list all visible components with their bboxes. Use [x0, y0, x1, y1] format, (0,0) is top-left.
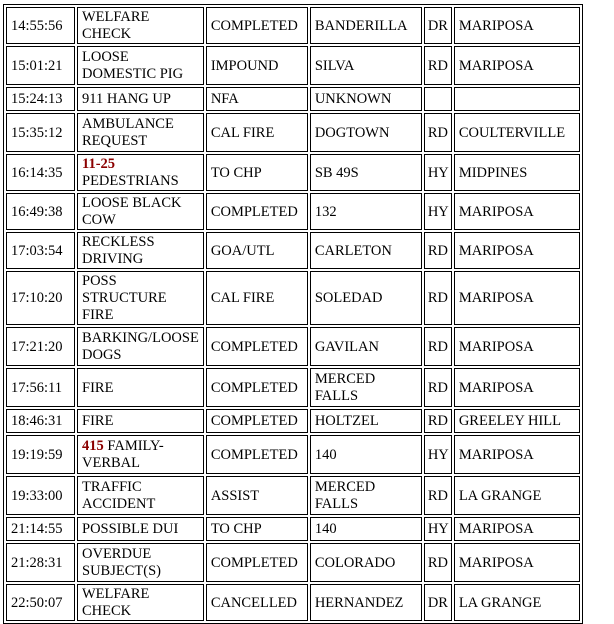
street-suffix: RD: [424, 409, 452, 433]
disposition: COMPLETED: [206, 7, 308, 44]
call-time: 17:56:11: [6, 368, 75, 407]
disposition: COMPLETED: [206, 327, 308, 366]
street-name: SOLEDAD: [310, 271, 422, 325]
street-suffix: RD: [424, 271, 452, 325]
street-name: SILVA: [310, 46, 422, 85]
table-row: [6, 271, 580, 325]
disposition: COMPLETED: [206, 435, 308, 474]
table-row: [6, 409, 580, 433]
call-time: 18:46:31: [6, 409, 75, 433]
street-suffix: HY: [424, 517, 452, 541]
street-name: GAVILAN: [310, 327, 422, 366]
call-type: RECKLESS DRIVING: [82, 234, 155, 267]
street-suffix: RD: [424, 46, 452, 85]
call-type: FIRE: [82, 379, 114, 396]
call-time: 19:33:00: [6, 476, 75, 515]
table-row: [6, 368, 580, 407]
disposition: TO CHP: [206, 154, 308, 191]
disposition: TO CHP: [206, 517, 308, 541]
street-name: DOGTOWN: [310, 113, 422, 152]
disposition: COMPLETED: [206, 543, 308, 582]
call-type: POSSIBLE DUI: [82, 521, 179, 537]
disposition: CAL FIRE: [206, 113, 308, 152]
call-type-cell: [77, 7, 204, 44]
call-time: 15:24:13: [6, 87, 75, 111]
call-time: 15:35:12: [6, 113, 75, 152]
city: MARIPOSA: [454, 271, 580, 325]
call-type-cell: [77, 193, 204, 230]
call-time: 21:14:55: [6, 517, 75, 541]
street-suffix: RD: [424, 476, 452, 515]
call-type: LOOSE DOMESTIC PIG: [82, 49, 184, 82]
street-suffix: HY: [424, 154, 452, 191]
call-type: TRAFFIC ACCIDENT: [82, 479, 156, 512]
table-row: [6, 154, 580, 191]
table-row: [6, 327, 580, 366]
disposition: IMPOUND: [206, 46, 308, 85]
penal-code: 11-25: [82, 156, 116, 172]
city: MARIPOSA: [454, 193, 580, 230]
table-row: [6, 87, 580, 111]
call-log-body: [6, 7, 580, 621]
city: MARIPOSA: [454, 368, 580, 407]
table-row: [6, 435, 580, 474]
table-row: [6, 113, 580, 152]
call-time: 21:28:31: [6, 543, 75, 582]
call-type: POSS STRUCTURE FIRE: [82, 273, 167, 323]
street-suffix: DR: [424, 7, 452, 44]
call-log-table: [3, 4, 583, 624]
disposition: COMPLETED: [206, 409, 308, 433]
city: MARIPOSA: [454, 232, 580, 269]
street-suffix: [424, 87, 452, 111]
street-name: BANDERILLA: [310, 7, 422, 44]
street-name: 140: [310, 517, 422, 541]
city: GREELEY HILL: [454, 409, 580, 433]
street-suffix: RD: [424, 543, 452, 582]
call-type-cell: [77, 327, 204, 366]
table-row: [6, 7, 580, 44]
disposition: CAL FIRE: [206, 271, 308, 325]
city: COULTERVILLE: [454, 113, 580, 152]
table-row: [6, 517, 580, 541]
city: LA GRANGE: [454, 584, 580, 621]
penal-code: 415: [82, 438, 104, 454]
call-type-cell: [77, 368, 204, 407]
street-suffix: HY: [424, 435, 452, 474]
disposition: COMPLETED: [206, 193, 308, 230]
city: MARIPOSA: [454, 7, 580, 44]
call-time: 22:50:07: [6, 584, 75, 621]
call-type: LOOSE BLACK COW: [82, 195, 182, 228]
table-row: [6, 476, 580, 515]
call-time: 16:49:38: [6, 193, 75, 230]
call-type: WELFARE CHECK: [82, 9, 150, 42]
street-suffix: HY: [424, 193, 452, 230]
city: MARIPOSA: [454, 327, 580, 366]
street-name: HOLTZEL: [310, 409, 422, 433]
call-time: 15:01:21: [6, 46, 75, 85]
street-name: CARLETON: [310, 232, 422, 269]
disposition: CANCELLED: [206, 584, 308, 621]
disposition: NFA: [206, 87, 308, 111]
call-type-cell: [77, 435, 204, 474]
street-suffix: DR: [424, 584, 452, 621]
call-type-cell: [77, 584, 204, 621]
city: LA GRANGE: [454, 476, 580, 515]
call-type-cell: [77, 517, 204, 541]
call-type: BARKING/LOOSE DOGS: [82, 330, 199, 363]
call-type-cell: [77, 543, 204, 582]
disposition: COMPLETED: [206, 368, 308, 407]
street-name: 132: [310, 193, 422, 230]
call-type: PEDESTRIANS: [82, 173, 179, 189]
street-suffix: RD: [424, 232, 452, 269]
street-name: MERCED FALLS: [310, 368, 422, 407]
call-type: AMBULANCE REQUEST: [82, 116, 174, 149]
city: MARIPOSA: [454, 543, 580, 582]
table-row: [6, 232, 580, 269]
call-type: OVERDUE SUBJECT(S): [82, 546, 161, 579]
call-time: 16:14:35: [6, 154, 75, 191]
table-row: [6, 584, 580, 621]
street-suffix: RD: [424, 113, 452, 152]
disposition: GOA/UTL: [206, 232, 308, 269]
call-time: 17:10:20: [6, 271, 75, 325]
call-time: 19:19:59: [6, 435, 75, 474]
disposition: ASSIST: [206, 476, 308, 515]
street-name: MERCED FALLS: [310, 476, 422, 515]
city: MARIPOSA: [454, 517, 580, 541]
call-type: FIRE: [82, 413, 114, 429]
table-row: [6, 543, 580, 582]
street-suffix: RD: [424, 327, 452, 366]
call-type-cell: [77, 409, 204, 433]
call-type-cell: [77, 113, 204, 152]
call-time: 14:55:56: [6, 7, 75, 44]
city: MARIPOSA: [454, 435, 580, 474]
street-name: COLORADO: [310, 543, 422, 582]
call-time: 17:21:20: [6, 327, 75, 366]
street-name: 140: [310, 435, 422, 474]
street-name: SB 49S: [310, 154, 422, 191]
call-type-cell: [77, 46, 204, 85]
call-type-cell: [77, 271, 204, 325]
table-row: [6, 193, 580, 230]
call-type: 911 HANG UP: [82, 91, 171, 107]
street-name: UNKNOWN: [310, 87, 422, 111]
call-type: FAMILY-VERBAL: [82, 438, 164, 471]
call-time: 17:03:54: [6, 232, 75, 269]
call-type: WELFARE CHECK: [82, 586, 150, 619]
call-type-cell: [77, 232, 204, 269]
city: MARIPOSA: [454, 46, 580, 85]
street-suffix: RD: [424, 368, 452, 407]
call-type-cell: [77, 87, 204, 111]
call-type-cell: [77, 154, 204, 191]
call-log: [3, 4, 583, 624]
call-type-cell: [77, 476, 204, 515]
city: MIDPINES: [454, 154, 580, 191]
table-row: [6, 46, 580, 85]
street-name: HERNANDEZ: [310, 584, 422, 621]
city: [454, 87, 580, 111]
